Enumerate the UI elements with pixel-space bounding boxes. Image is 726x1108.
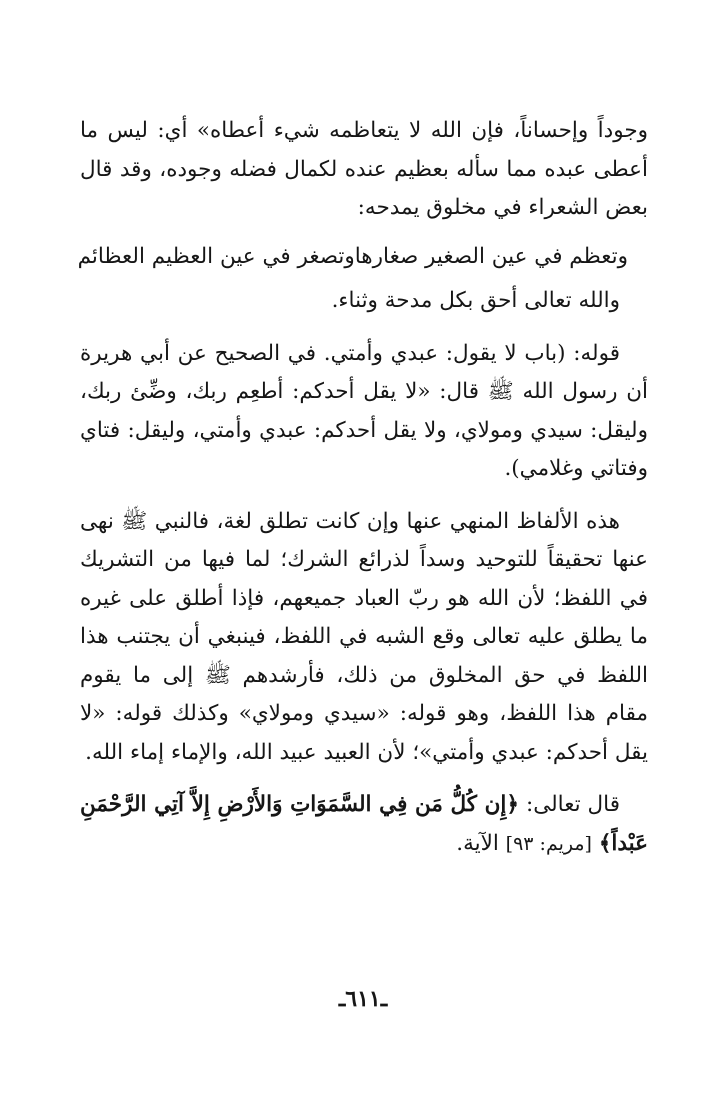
quran-verse: ﴿إِن كُلُّ مَن فِي السَّمَوَاتِ وَالأَرْضِ إِلاَّ آتِي الرَّحْمَنِ عَبْداً﴾ (80, 792, 648, 856)
verse-second-hemistich: وتصغر في عين العظيم العظائم (77, 243, 355, 269)
paragraph-5 (80, 786, 648, 863)
paragraph-3: قوله: (باب لا يقول: عبدي وأمتي. في الصحيح عن أبي هريرة أن رسول الله ﷺ قال: «لا يقل أحدكم: أطعِم ربك، وضِّئ ربك، وليقل: سيدي ومولاي، ولا يقل أحدكم: عبدي وأمتي، وليقل: فتاي وفتاتي وغلامي). (80, 340, 648, 481)
paragraph-1: وجوداً وإحساناً، فإن الله لا يتعاظمه شيء أعطاه» أي: ليس ما أعطى عبده مما سأله بعظيم عنده لكمال فضله وجوده، وقد قال بعض الشعراء في مخلوق يمدحه: (80, 118, 648, 220)
paragraph-4: هذه الألفاظ المنهي عنها وإن كانت تطلق لغة، فالنبي ﷺ نهى عنها تحقيقاً للتوحيد وسداً لذرائع الشرك؛ لما فيها من التشريك في اللفظ؛ لأن الله هو ربّ العباد جميعهم، فإذا أطلق على غيره ما يطلق عليه تعالى وقع الشبه في اللفظ، فينبغي أن يجتنب هذا اللفظ في حق المخلوق من ذلك، فأرشدهم ﷺ إلى ما يقوم مقام هذا اللفظ، وهو قوله: «سيدي ومولاي» وكذلك قوله: «لا يقل أحدكم: عبدي وأمتي»؛ لأن العبيد عبيد الله، والإماء إماء الله. (80, 508, 648, 765)
quran-reference: [مريم: ٩٣] (505, 832, 592, 855)
page-number: ـ٦١١ـ (338, 986, 388, 1012)
verse-suffix: الآية. (456, 830, 506, 856)
verse-first-hemistich: وتعظم في عين الصغير صغارها (354, 243, 628, 269)
quran-intro: قال تعالى: (518, 792, 620, 817)
paragraph-2: والله تعالى أحق بكل مدحة وثناء. (331, 288, 620, 313)
poetry-verse (77, 238, 628, 277)
